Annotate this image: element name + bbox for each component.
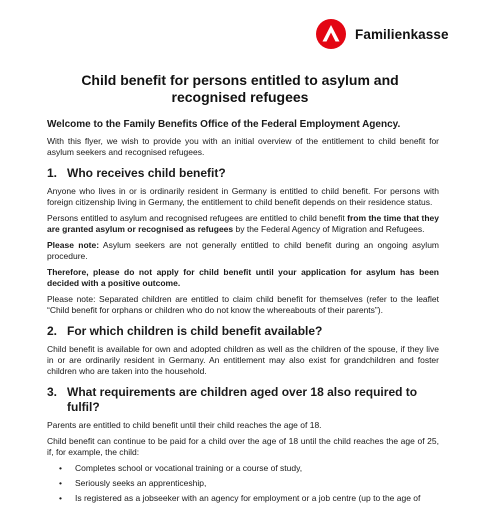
section-1-p2-bold: from the time that they are granted asylum or recognised as refugees — [47, 213, 439, 234]
intro-paragraph: With this flyer, we wish to provide you with an initial overview of the entitlement to child benefit for asylum seekers and recognised refugees. — [47, 136, 439, 157]
section-1-note-label: Please note: — [47, 240, 100, 250]
section-3-number: 3. — [47, 385, 58, 399]
section-3-title: What requirements are children aged over 18 also required to fulfil? — [67, 385, 418, 414]
section-3-bullet-list — [47, 463, 439, 504]
brand-header — [316, 19, 449, 49]
document-title-line2: recognised refugees — [171, 89, 309, 105]
document-content — [47, 118, 439, 508]
section-1-paragraph-1: Anyone who lives in or is ordinarily resident in Germany is entitled to child benefit. For persons with foreign citizenship living in Germany, the entitlement to child benefit depends on their residence status. — [47, 186, 439, 207]
section-1-note-text: Asylum seekers are not generally entitled to child benefit during an ongoing asylum procedure. — [47, 240, 440, 261]
section-2-title: For which children is child benefit available? — [67, 324, 323, 338]
section-1-p2-post: by the Federal Agency of Migration and Refugees. — [233, 224, 425, 234]
section-1-warning-text: Therefore, please do not apply for child benefit until your application for asylum has been decided with a positive outcome. — [47, 267, 439, 288]
list-item: • Is registered as a jobseeker with an agency for employment or a job centre (up to the age of — [59, 493, 439, 504]
section-1-number: 1. — [47, 166, 58, 180]
welcome-heading: Welcome to the Family Benefits Office of the Federal Employment Agency. — [47, 119, 401, 130]
section-1-title: Who receives child benefit? — [67, 166, 226, 180]
section-1-note-2: Please note: Separated children are entitled to claim child benefit for themselves (refer to the leaflet “Child benefit for orphans or children who do not know the whereabouts of their parents”). — [47, 294, 439, 315]
list-item: • Completes school or vocational training or a course of study, — [59, 463, 439, 474]
section-1-note — [47, 240, 439, 262]
section-1-p2-pre: Persons entitled to asylum and recognised refugees are entitled to child benefit — [47, 213, 348, 223]
document-title — [40, 72, 440, 106]
section-1-paragraph-2 — [47, 213, 439, 235]
section-1-heading — [47, 166, 439, 181]
section-2-heading — [47, 324, 439, 339]
section-3-heading — [47, 385, 439, 415]
section-3-paragraph-1: Parents are entitled to child benefit until their child reaches the age of 18. — [47, 420, 322, 430]
section-3-paragraph-2: Child benefit can continue to be paid for a child over the age of 18 until the child reaches the age of 25, if, for example, the child: — [47, 436, 439, 457]
brand-name: Familienkasse — [355, 26, 449, 42]
familienkasse-logo-icon — [316, 19, 346, 49]
section-2-number: 2. — [47, 324, 58, 338]
section-2-paragraph-1: Child benefit is available for own and adopted children as well as the children of the spouse, if they live in or are ordinarily resident in Germany. An entitlement may also exist for grandchildren and foster children who are taken into the household. — [47, 344, 439, 376]
list-item: • Seriously seeks an apprenticeship, — [59, 478, 439, 489]
document-title-line1: Child benefit for persons entitled to asylum and — [81, 72, 399, 88]
section-1-warning — [47, 267, 439, 289]
